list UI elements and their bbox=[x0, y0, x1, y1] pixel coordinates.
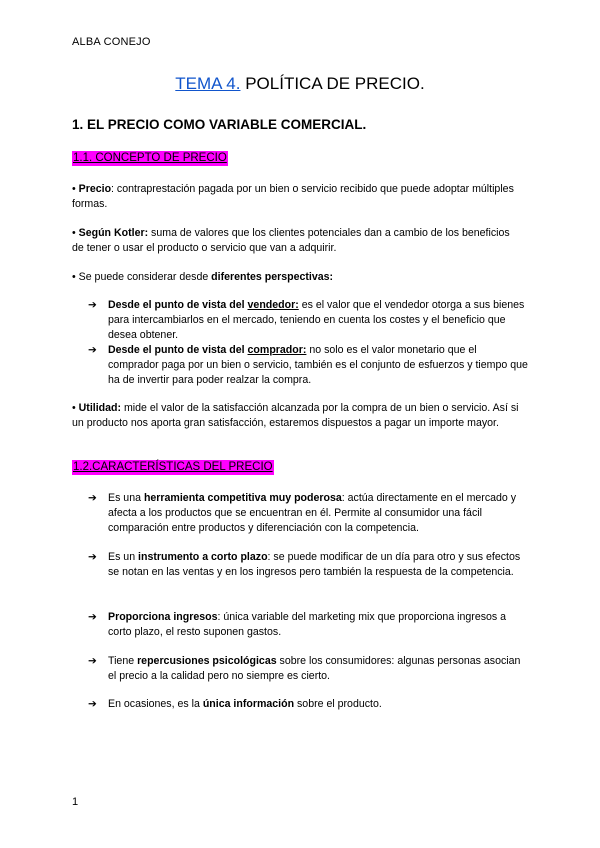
char3-text: : única variable del marketing mix que proporciona ingresos a corto plazo, el resto suponen gastos. bbox=[108, 611, 507, 638]
vendedor-lead: Desde el punto de vista del bbox=[108, 299, 248, 311]
list-item-vendedor bbox=[88, 298, 528, 343]
char3-term: Proporciona ingresos bbox=[108, 611, 218, 623]
page-title bbox=[0, 74, 600, 94]
title-text: POLÍTICA DE PRECIO. bbox=[240, 74, 425, 93]
list-item-informacion bbox=[88, 697, 528, 712]
page-number: 1 bbox=[72, 796, 79, 808]
paragraph-utilidad bbox=[72, 401, 522, 431]
arrow-icon: ➔ bbox=[88, 492, 97, 504]
char1-text: : actúa directamente en el mercado y afecta a los productos que se encuentran en él. Permite al consumidor una fácil comparación entre productos y diferenciación con la competencia. bbox=[108, 492, 517, 534]
bullet: • bbox=[72, 227, 79, 239]
term-precio: Precio bbox=[78, 183, 112, 195]
author-header: ALBA CONEJO bbox=[72, 36, 151, 48]
bullet: • bbox=[72, 183, 79, 195]
paragraph-perspectivas bbox=[72, 270, 522, 285]
paragraph-kotler bbox=[72, 226, 522, 256]
perspectivas-lead: • Se puede considerar desde bbox=[72, 271, 212, 283]
list-item-comprador bbox=[88, 343, 528, 388]
list-item-ingresos bbox=[88, 610, 528, 640]
list-item-psicologicas bbox=[88, 654, 528, 684]
char2-term: instrumento a corto plazo bbox=[138, 551, 268, 563]
subsection-heading-concepto: 1.1. CONCEPTO DE PRECIO bbox=[73, 152, 227, 164]
char1-pre: Es una bbox=[108, 492, 144, 504]
list-item-herramienta bbox=[88, 491, 528, 536]
char4-term: repercusiones psicológicas bbox=[137, 655, 277, 667]
char2-text: : se puede modificar de un día para otro y sus efectos se notan en las ventas y en los ingresos pero también la respuesta de la competencia. bbox=[108, 551, 521, 578]
char1-term: herramienta competitiva muy poderosa bbox=[143, 492, 342, 504]
arrow-icon: ➔ bbox=[88, 299, 97, 311]
char2-pre: Es un bbox=[108, 551, 139, 563]
char5-term: única información bbox=[202, 698, 295, 710]
char4-text: sobre los consumidores: algunas personas asocian el precio a la calidad pero no siempre es cierto. bbox=[108, 655, 521, 682]
arrow-icon: ➔ bbox=[88, 551, 97, 563]
bullet: • bbox=[72, 402, 79, 414]
term-kotler: Según Kotler: bbox=[78, 227, 149, 239]
term-utilidad: Utilidad: bbox=[78, 402, 122, 414]
definition-precio: : contraprestación pagada por un bien o servicio recibido que puede adoptar múltiples formas. bbox=[72, 183, 514, 210]
comprador-term: comprador: bbox=[247, 344, 307, 356]
subsection-heading-caracteristicas: 1.2.CARACTERÍSTICAS DEL PRECIO bbox=[73, 461, 273, 473]
arrow-icon: ➔ bbox=[88, 698, 97, 710]
definition-utilidad: mide el valor de la satisfacción alcanzada por la compra de un bien o servicio. Así si un producto nos aporta gran satisfacción, estaremos dispuestos a pagar un importe mayor. bbox=[72, 402, 519, 429]
comprador-lead: Desde el punto de vista del bbox=[108, 344, 248, 356]
char5-pre: En ocasiones, es la bbox=[108, 698, 203, 710]
list-item-instrumento bbox=[88, 550, 528, 580]
paragraph-precio bbox=[72, 182, 522, 212]
arrow-icon: ➔ bbox=[88, 611, 97, 623]
comprador-text: no solo es el valor monetario que el comprador paga por un bien o servicio, también es el conjunto de esfuerzos y tiempo que ha de invertir para poder realzar la compra. bbox=[108, 344, 528, 386]
char5-text: sobre el producto. bbox=[294, 698, 382, 710]
arrow-icon: ➔ bbox=[88, 344, 97, 356]
arrow-icon: ➔ bbox=[88, 655, 97, 667]
title-link[interactable]: TEMA 4. bbox=[175, 74, 241, 93]
section-heading: 1. EL PRECIO COMO VARIABLE COMERCIAL. bbox=[72, 117, 367, 132]
char4-pre: Tiene bbox=[108, 655, 138, 667]
definition-kotler: suma de valores que los clientes potenciales dan a cambio de los beneficios de tener o usar el producto o servicio que van a adquirir. bbox=[72, 227, 510, 254]
vendedor-term: vendedor: bbox=[247, 299, 299, 311]
term-perspectivas: diferentes perspectivas: bbox=[211, 271, 334, 283]
vendedor-text: es el valor que el vendedor otorga a sus bienes para intercambiarlos en el mercado, teniendo en cuenta los costes y el beneficio que desea obtener. bbox=[108, 299, 525, 341]
